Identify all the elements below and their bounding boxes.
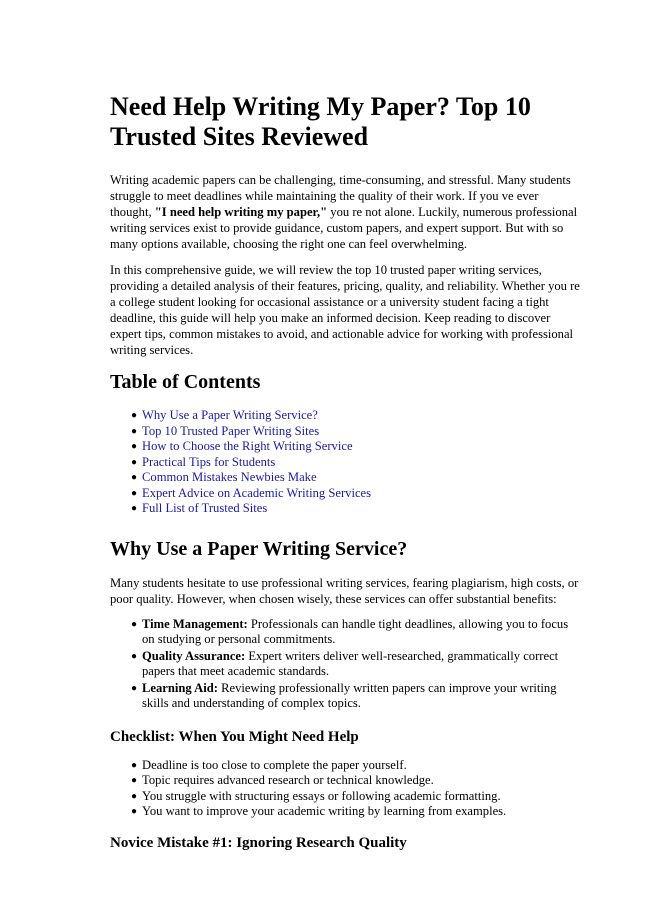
- list-item: [131, 773, 580, 789]
- benefit-text: Professionals can handle tight deadlines, allowing you to focus on studying or personal commitments.: [142, 616, 569, 646]
- bullet-icon: ●: [131, 775, 138, 786]
- checklist-heading: Checklist: When You Might Need Help: [110, 728, 359, 745]
- why-intro-paragraph: Many students hesitate to use professional writing services, fearing plagiarism, high costs, or poor quality. However, when chosen wisely, these services can offer substantial benefits:: [110, 575, 579, 606]
- bullet-icon: ●: [131, 503, 138, 514]
- bullet-icon: ●: [131, 618, 138, 630]
- list-item: [131, 804, 580, 820]
- bullet-icon: ●: [131, 425, 138, 437]
- intro-p1-end: you re not alone. Luckily, numerous professional writing services exist to provide guidance, custom papers, and expert support. But with so many options available, choosing the right one can feel overwhelming.: [110, 205, 578, 251]
- benefit-label: Time Management:: [142, 616, 248, 631]
- bullet-icon: ●: [131, 441, 138, 452]
- bullet-icon: ●: [131, 790, 138, 802]
- toc-link-expert-advice[interactable]: Expert Advice on Academic Writing Services: [142, 485, 372, 500]
- toc-item: [131, 485, 580, 502]
- document-page: [110, 92, 580, 864]
- toc-item: [131, 408, 580, 424]
- benefits-list: [110, 617, 580, 712]
- intro-p1-start: Writing academic papers can be challenging, time-consuming, and stressful. Many students struggle to meet deadlines while maintaining the quality of their work. If you ve ever thought,: [110, 173, 571, 219]
- list-item: [131, 788, 580, 805]
- benefit-label: Quality Assurance:: [142, 648, 246, 663]
- checklist-list: [110, 758, 580, 820]
- checklist-text: You struggle with structuring essays or following academic formatting.: [142, 788, 501, 803]
- benefit-text: Reviewing professionally written papers can improve your writing skills and understanding of complex topics.: [142, 680, 557, 710]
- toc-link-how-to-choose[interactable]: How to Choose the Right Writing Service: [142, 439, 353, 453]
- checklist-text: Deadline is too close to complete the paper yourself.: [142, 757, 407, 772]
- bullet-icon: ●: [131, 650, 138, 662]
- list-item: [131, 648, 580, 680]
- benefit-text: Expert writers deliver well-researched, grammatically correct papers that meet academic standards.: [142, 648, 559, 678]
- bullet-icon: ●: [131, 759, 138, 771]
- toc-item: [131, 423, 580, 440]
- mistake-heading: Novice Mistake #1: Ignoring Research Quality: [110, 834, 407, 851]
- toc-list: [110, 408, 580, 517]
- bullet-icon: ●: [131, 456, 138, 468]
- checklist-text: Topic requires advanced research or technical knowledge.: [142, 773, 434, 787]
- intro-paragraph-2: In this comprehensive guide, we will review the top 10 trusted paper writing services, providing a detailed analysis of their features, pricing, quality, and reliability. Whether you re a college student looking for occasional assistance or a university student facing a tight deadline, this guide will help you make an informed decision. Keep reading to discover expert tips, common mistakes to avoid, and actionable advice for working with professional writing services.: [110, 263, 580, 357]
- bullet-icon: ●: [131, 410, 138, 421]
- bullet-icon: ●: [131, 682, 138, 694]
- bullet-icon: ●: [131, 487, 138, 499]
- intro-paragraph-1: [110, 172, 580, 252]
- toc-item: [131, 454, 580, 471]
- bullet-icon: ●: [131, 806, 138, 817]
- list-item: [131, 680, 580, 712]
- toc-link-practical-tips[interactable]: Practical Tips for Students: [142, 454, 276, 469]
- list-item: [131, 757, 580, 774]
- toc-link-common-mistakes[interactable]: Common Mistakes Newbies Make: [142, 470, 317, 484]
- list-item: [131, 616, 580, 648]
- why-heading: Why Use a Paper Writing Service?: [110, 537, 408, 560]
- benefit-label: Learning Aid:: [142, 680, 218, 695]
- checklist-text: You want to improve your academic writing by learning from examples.: [142, 804, 507, 818]
- toc-heading: Table of Contents: [110, 371, 261, 393]
- toc-item: [131, 439, 580, 455]
- toc-link-full-list[interactable]: Full List of Trusted Sites: [142, 501, 268, 515]
- page-title: Need Help Writing My Paper? Top 10 Trusted Sites Reviewed: [110, 92, 531, 151]
- intro-p1-quote: "I need help writing my paper,": [154, 205, 328, 219]
- toc-item: [131, 501, 580, 517]
- bullet-icon: ●: [131, 472, 138, 483]
- toc-link-why-use[interactable]: Why Use a Paper Writing Service?: [142, 408, 318, 422]
- toc-item: [131, 470, 580, 486]
- toc-link-top-10[interactable]: Top 10 Trusted Paper Writing Sites: [142, 423, 320, 438]
